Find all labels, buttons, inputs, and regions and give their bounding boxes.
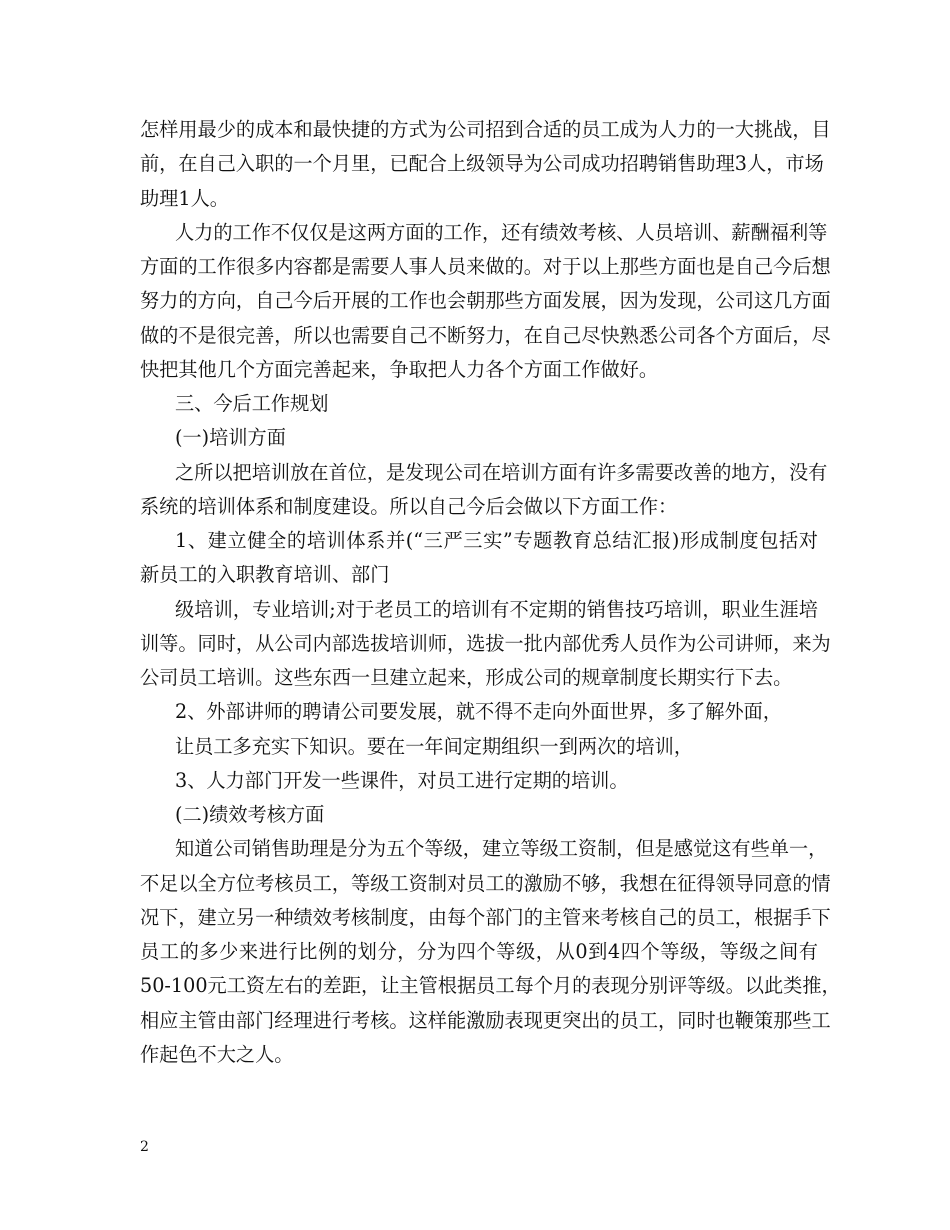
text-line: 之所以把培训放在首位，是发现公司在培训方面有许多需要改善的地方，没有 [175,460,828,484]
text-line: 做的不是很完善，所以也需要自己不断努力，在自己尽快熟悉公司各个方面后，尽 [140,323,831,347]
body-text [140,113,841,1072]
text-line: 前，在自己入职的一个月里，已配合上级领导为公司成功招聘销售助理3人，市场 [140,152,824,176]
text-line: 三、今后工作规划 [175,392,329,415]
text-line: 级培训，专业培训;对于老员工的培训有不定期的销售技巧培训，职业生涯培 [175,597,818,621]
text-line: 50-100元工资左右的差距，让主管根据员工每个月的表现分别评等级。以此类推， [140,974,841,998]
text-line: 怎样用最少的成本和最快捷的方式为公司招到合适的员工成为人力的一大挑战，目 [140,118,831,141]
text-line: (二)绩效考核方面 [175,803,325,826]
text-line: 训等。同时，从公司内部选拔培训师，选拔一批内部优秀人员作为公司讲师，来为 [140,631,831,655]
text-line: 不足以全方位考核员工，等级工资制对员工的激励不够，我想在征得领导同意的情 [140,871,831,895]
text-line: 助理1人。 [140,186,229,210]
text-line: 况下，建立另一种绩效考核制度，由每个部门的主管来考核自己的员工，根据手下 [140,905,831,929]
text-line: 1、建立健全的培训体系并(“三严三实”专题教育总结汇报)形成制度包括对 [175,529,818,552]
text-line: 知道公司销售助理是分为五个等级，建立等级工资制，但是感觉这有些单一， [175,837,828,861]
text-line: 相应主管由部门经理进行考核。这样能激励表现更突出的员工，同时也鞭策那些工 [140,1008,831,1032]
text-line: 新员工的入职教育培训、部门 [140,563,390,587]
text-line: 员工的多少来进行比例的划分，分为四个等级，从0到4四个等级，等级之间有 [140,940,818,963]
text-line: 公司员工培训。这些东西一旦建立起来，形成公司的规章制度长期实行下去。 [140,666,793,689]
text-line: 系统的培训体系和制度建设。所以自己今后会做以下方面工作： [140,494,678,518]
text-line: 努力的方向，自己今后开展的工作也会朝那些方面发展，因为发现，公司这几方面 [140,289,831,313]
text-line: 方面的工作很多内容都是需要人事人员来做的。对于以上那些方面也是自己今后想 [140,255,831,278]
text-line: 快把其他几个方面完善起来，争取把人力各个方面工作做好。 [140,357,659,381]
text-line: 人力的工作不仅仅是这两方面的工作，还有绩效考核、人员培训、薪酬福利等 [175,220,828,244]
text-line: (一)培训方面 [175,426,286,450]
text-line: 3、人力部门开发一些课件，对员工进行定期的培训。 [175,768,629,792]
page-number: 2 [140,1139,149,1155]
text-line: 2、外部讲师的聘请公司要发展，就不得不走向外面世界，多了解外面， [175,700,783,724]
text-line: 作起色不大之人。 [140,1042,294,1066]
text-line: 让员工多充实下知识。要在一年间定期组织一到两次的培训， [175,734,694,758]
